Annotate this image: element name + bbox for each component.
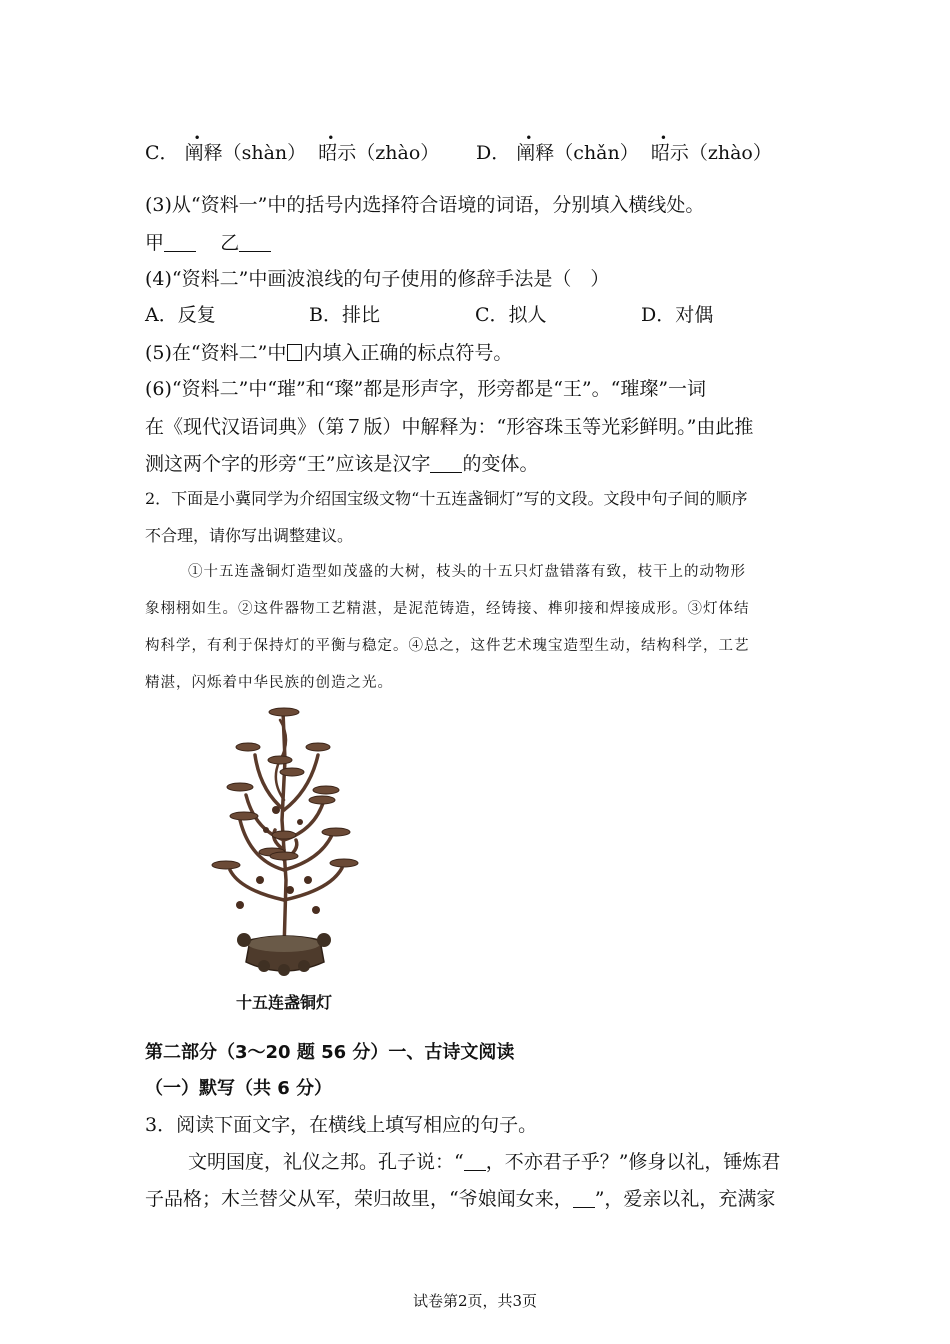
q4-option-c[interactable]: C．拟人 bbox=[475, 304, 547, 326]
section-subheading: （一）默写（共 6 分） bbox=[145, 1078, 333, 1099]
passage-line2: 象栩栩如生。②这件器物工艺精湛，是泥范铸造，经铸接、榫卯接和焊接成形。③灯体结 bbox=[145, 601, 750, 617]
passage-line4: 精湛，闪烁着中华民族的创造之光。 bbox=[145, 675, 393, 691]
blank-yi[interactable] bbox=[239, 233, 271, 252]
option-d: D． • 阐释（chǎn） • 昭示（zhào） bbox=[476, 131, 772, 164]
page-footer: 试卷第2页，共3页 bbox=[412, 1292, 538, 1310]
dictation-line1: 文明国度，礼仪之邦。孔子说：“ ，不亦君子乎？”修身以礼，锤炼君 bbox=[188, 1151, 781, 1173]
question-2-line2: 不合理，请你写出调整建议。 bbox=[145, 526, 354, 545]
question-6-line2: 在《现代汉语词典》（第７版）中解释为：“形容珠玉等光彩鲜明。”由此推 bbox=[145, 416, 754, 438]
q4-option-a[interactable]: A．反复 bbox=[145, 304, 216, 326]
passage-line1: ①十五连盏铜灯造型如茂盛的大树，枝头的十五只灯盘错落有致，枝干上的动物形 bbox=[188, 564, 746, 580]
question-3-intro: 3．阅读下面文字，在横线上填写相应的句子。 bbox=[145, 1114, 538, 1136]
image-caption: 十五连盏铜灯 bbox=[236, 993, 333, 1012]
blank-radical[interactable] bbox=[430, 454, 462, 473]
q4-option-d[interactable]: D．对偶 bbox=[641, 304, 714, 326]
option-c: C． • 阐释（shàn） • 昭示（zhào） bbox=[145, 131, 440, 164]
blank-jia[interactable] bbox=[164, 233, 196, 252]
bronze-lamp-image bbox=[200, 700, 370, 985]
question-3-blanks: 甲 乙 bbox=[145, 228, 271, 255]
punctuation-box bbox=[287, 344, 302, 361]
question-2-line1: 2．下面是小冀同学为介绍国宝级文物“十五连盏铜灯”写的文段。文段中句子间的顺序 bbox=[145, 489, 748, 508]
blank-1[interactable] bbox=[464, 1152, 486, 1171]
part2-heading: 第二部分（3～20 题 56 分）一、古诗文阅读 bbox=[145, 1042, 515, 1063]
question-5: (5)在“资料二”中 内填入正确的标点符号。 bbox=[145, 342, 513, 364]
blank-2[interactable] bbox=[573, 1189, 595, 1208]
question-6-line3: 测这两个字的形旁“王”应该是汉字 的变体。 bbox=[145, 453, 539, 475]
dictation-line2: 子品格；木兰替父从军，荣归故里，“爷娘闻女来， ”，爱亲以礼，充满家 bbox=[145, 1188, 776, 1210]
question-4-text: (4)“资料二”中画波浪线的句子使用的修辞手法是（ ） bbox=[145, 268, 610, 290]
q4-option-b[interactable]: B．排比 bbox=[309, 304, 380, 326]
question-3-text: (3)从“资料一”中的括号内选择符合语境的词语，分别填入横线处。 bbox=[145, 194, 705, 216]
passage-line3: 构科学，有利于保持灯的平衡与稳定。④总之，这件艺术瑰宝造型生动，结构科学，工艺 bbox=[145, 638, 750, 654]
question-6-line1: (6)“资料二”中“璀”和“璨”都是形声字，形旁都是“王”。“璀璨”一词 bbox=[145, 378, 707, 400]
